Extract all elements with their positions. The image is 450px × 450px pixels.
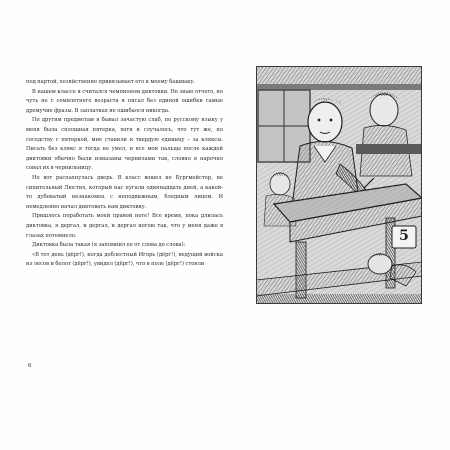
classroom-illustration: [256, 66, 422, 304]
page-number: 6: [28, 363, 32, 369]
paragraph: В нашем классе я считался чемпионом диктовки. Не знаю отчего, но чуть не с семилетнего возраста я писал без единой ошибки самые дремучие фразы. В заплатках не ошибался никогда.: [26, 88, 223, 114]
left-page-text: [26, 78, 223, 270]
paragraph: Но вот распахнулась дверь. В класс вошел не Бургмейстер, не сипительный Люстих, который нас пугали одиннадцать дней, а какой-то дубоватый незнакомец с неподвижным, бледным лицом. И немедленно начал диктовать нам диктовку.: [26, 174, 223, 210]
paragraph: под партой, хозяйственно привязывает его к моему башмаку.: [26, 79, 196, 85]
paragraph: По другим предметам я бывал зачастую слаб, по русскому языку у меня была сплошная пятерка, хотя и случалось, что тут же, по соседству с пятеркой, мне ставили и твердую единицу – за кляксы. Писать без клякс я тогда не умел, и все мои пальцы после каждой диктовки обычно были измазаны чернилами так, словно я нарочно совал их в чернильницу.: [26, 117, 223, 172]
badge-number: 5: [399, 228, 409, 244]
paragraph: Пришлось поработать моей правой ноге! Все время, пока длилась диктовка, я дергал, и дергал, и дергал ногою так, что у меня даже в глазах потемнело.: [26, 213, 223, 239]
paragraph: Диктовка была такая (я запомнил ее от слова до слова):: [32, 242, 186, 249]
paragraph: «В тот день (дёрг!), когда доблестный Игорь (дёрг!), ведущий войска из лесов и болот (дёрг!), увидел (дёрг!), что в поле (дёрг!) стояли: [26, 251, 223, 268]
